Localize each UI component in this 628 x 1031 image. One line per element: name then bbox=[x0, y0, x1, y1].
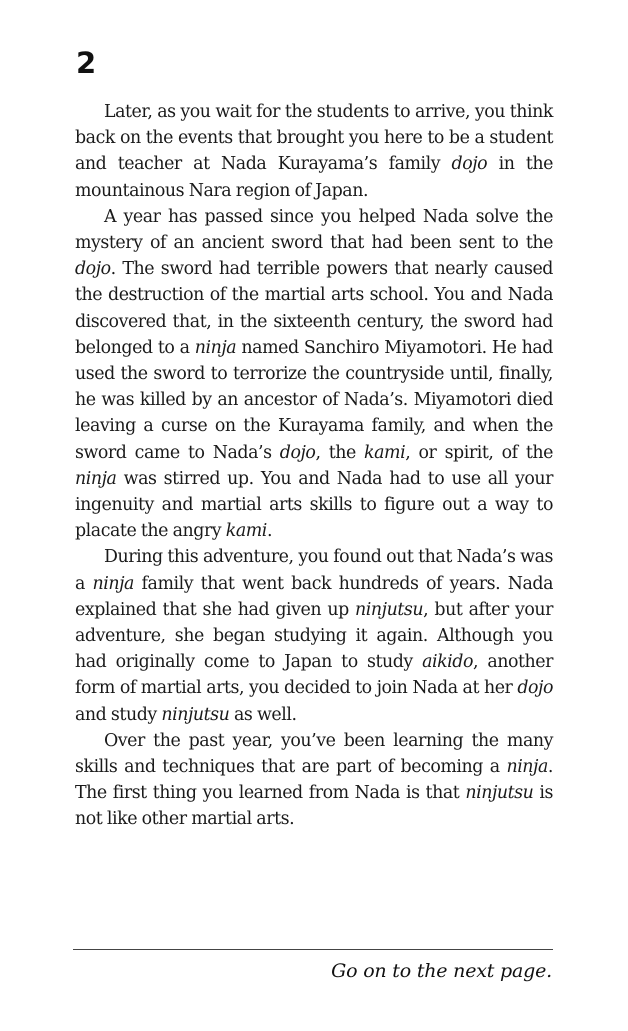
text-run: , another form of martial arts, you decided to join Nada at her bbox=[75, 652, 554, 699]
page-number: 2 bbox=[76, 46, 97, 80]
next-page-prompt: Go on to the next page. bbox=[331, 960, 552, 982]
text-run: . bbox=[266, 521, 273, 542]
text-run: A year has passed since you helped Nada solve the mystery of an ancient sword that had been sent to the bbox=[75, 206, 553, 254]
text-run: , the bbox=[315, 442, 365, 463]
italic-term: ninja bbox=[75, 468, 117, 489]
paragraph-2 bbox=[75, 204, 553, 545]
text-run: . The first thing you learned from Nada is that bbox=[75, 757, 553, 804]
italic-term: kami bbox=[364, 442, 406, 463]
footer-divider bbox=[73, 949, 553, 950]
paragraph-1 bbox=[75, 99, 553, 204]
paragraph-4 bbox=[75, 728, 553, 833]
body-text bbox=[75, 99, 553, 833]
text-run: , or spirit, of the bbox=[405, 442, 553, 463]
text-run: was stirred up. You and Nada had to use all your ingenuity and martial arts skills to figure out a way to placate the angry bbox=[75, 468, 553, 542]
italic-term: ninja bbox=[194, 337, 237, 358]
italic-term: kami bbox=[225, 521, 267, 542]
text-run: Later, as you wait for the students to arrive, you think back on the events that brought you here to be a student and teacher at Nada Kurayama’s family bbox=[75, 102, 553, 175]
text-run: named Sanchiro Miyamotori. He had used the sword to terrorize the countryside until, finally, he was killed by an ancestor of Nada’s. Miyamotori died leaving a curse on the Kurayama family, and when the sword came to Nada’s bbox=[75, 337, 553, 463]
italic-term: dojo bbox=[279, 442, 316, 463]
text-run: in the mountainous Nara region of Japan. bbox=[75, 154, 553, 201]
text-run: family that went back hundreds of years. Nada explained that she had given up bbox=[75, 573, 553, 620]
text-run: as well. bbox=[229, 704, 297, 725]
italic-term: aikido bbox=[422, 652, 473, 673]
italic-term: dojo bbox=[517, 678, 553, 699]
italic-term: ninja bbox=[506, 757, 548, 778]
text-run: and study bbox=[75, 704, 162, 725]
text-run: Over the past year, you’ve been learning the many skills and techniques that are part of becoming a bbox=[75, 730, 553, 778]
text-run: is not like other martial arts. bbox=[75, 783, 554, 830]
italic-term: ninja bbox=[92, 573, 134, 594]
text-run: . The sword had terrible powers that nearly caused the destruction of the martial arts school. You and Nada discovered that, in the sixteenth century, the sword had belonged to a bbox=[75, 259, 553, 358]
italic-term: dojo bbox=[75, 259, 111, 280]
text-run: , but after your adventure, she began studying it again. Although you had originally come to Japan to study bbox=[75, 599, 553, 673]
italic-term: ninjutsu bbox=[161, 704, 230, 725]
italic-term: ninjutsu bbox=[355, 599, 424, 620]
text-run: During this adventure, you found out that Nada’s was a bbox=[75, 547, 553, 594]
italic-term: ninjutsu bbox=[465, 783, 534, 804]
italic-term: dojo bbox=[451, 154, 488, 175]
paragraph-3 bbox=[75, 544, 553, 727]
